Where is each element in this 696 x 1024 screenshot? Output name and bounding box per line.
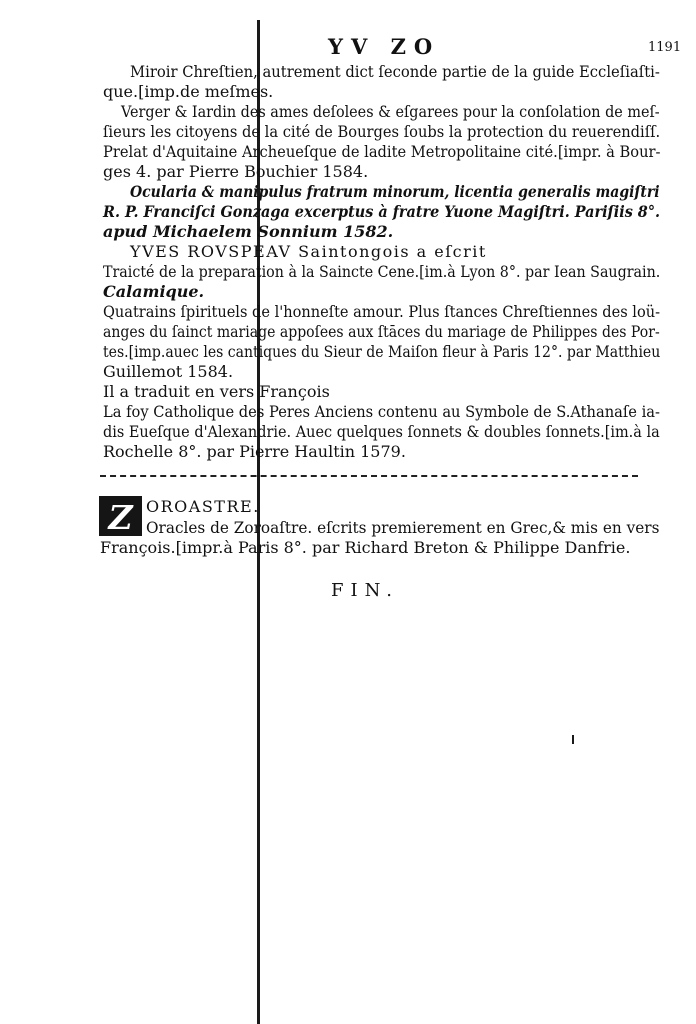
running-title: YV ZO <box>328 34 441 59</box>
entry-line: que.[imp.de meſmes. <box>103 82 274 101</box>
page-number: 1191 <box>648 40 682 55</box>
entry-line: Oracles de Zoroaſtre. eſcrits premierement en Grec,& mis en vers <box>146 518 660 537</box>
entry-line: ſieurs les citoyens de la cité de Bourges ſoubs la protection du reuerendiſſ. <box>103 122 661 141</box>
decorated-initial: Z <box>99 496 142 536</box>
entry-line-italic: Calamique. <box>103 282 205 301</box>
author-heading: YVES ROVSPEAV Saintongois a eſcrit <box>130 242 487 261</box>
entry-line: François.[impr.à Paris 8°. par Richard Breton & Philippe Danfrie. <box>100 538 631 557</box>
entry-line: ges 4. par Pierre Bouchier 1584. <box>103 162 369 181</box>
entry-line: Il a traduit en vers François <box>103 382 330 401</box>
entry-line: anges du ſainct mariage appoſees aux ſtāces du mariage de Philippes des Por- <box>103 322 660 341</box>
entry-line: Traicté de la preparation à la Saincte Cene.[im.à Lyon 8°. par Iean Saugrain. <box>103 262 661 281</box>
entry-line: tes.[imp.auec les cantiques du Sieur de Maiſon fleur à Paris 12°. par Matthieu <box>103 342 661 361</box>
entry-line: Rochelle 8°. par Pierre Haultin 1579. <box>103 442 406 461</box>
entry-line: Guillemot 1584. <box>103 362 234 381</box>
scan-mark <box>572 735 574 744</box>
author-heading: OROASTRE. <box>146 497 260 516</box>
entry-line: Prelat d'Aquitaine Archeueſque de ladite Metropolitaine cité.[impr. à Bour- <box>103 142 661 161</box>
entry-line: dis Eueſque d'Alexandrie. Auec quelques ſonnets & doubles ſonnets.[im.à la <box>103 422 660 441</box>
entry-line: Quatrains ſpirituels de l'honneſte amour. Plus ſtances Chreſtiennes des loü- <box>103 302 661 321</box>
entry-line-italic: Ocularia & manipulus fratrum minorum, licentia generalis magiſtri <box>130 182 660 201</box>
entry-line-italic: R. P. Franciſci Gonzaga excerptus à fratre Yuone Magiſtri. Pariſiis 8°. <box>103 202 661 221</box>
entry-line: Verger & Iardin des ames deſolees & eſgarees pour la conſolation de meſ- <box>121 102 660 121</box>
entry-line: La foy Catholique des Peres Anciens contenu au Symbole de S.Athanaſe ia- <box>103 402 660 421</box>
section-divider <box>100 475 638 477</box>
entry-line-italic: apud Michaelem Sonnium 1582. <box>103 222 394 241</box>
entry-line: Miroir Chreſtien, autrement dict ſeconde partie de la guide Eccleſiaſti- <box>130 62 660 81</box>
colophon: FIN. <box>331 580 399 601</box>
